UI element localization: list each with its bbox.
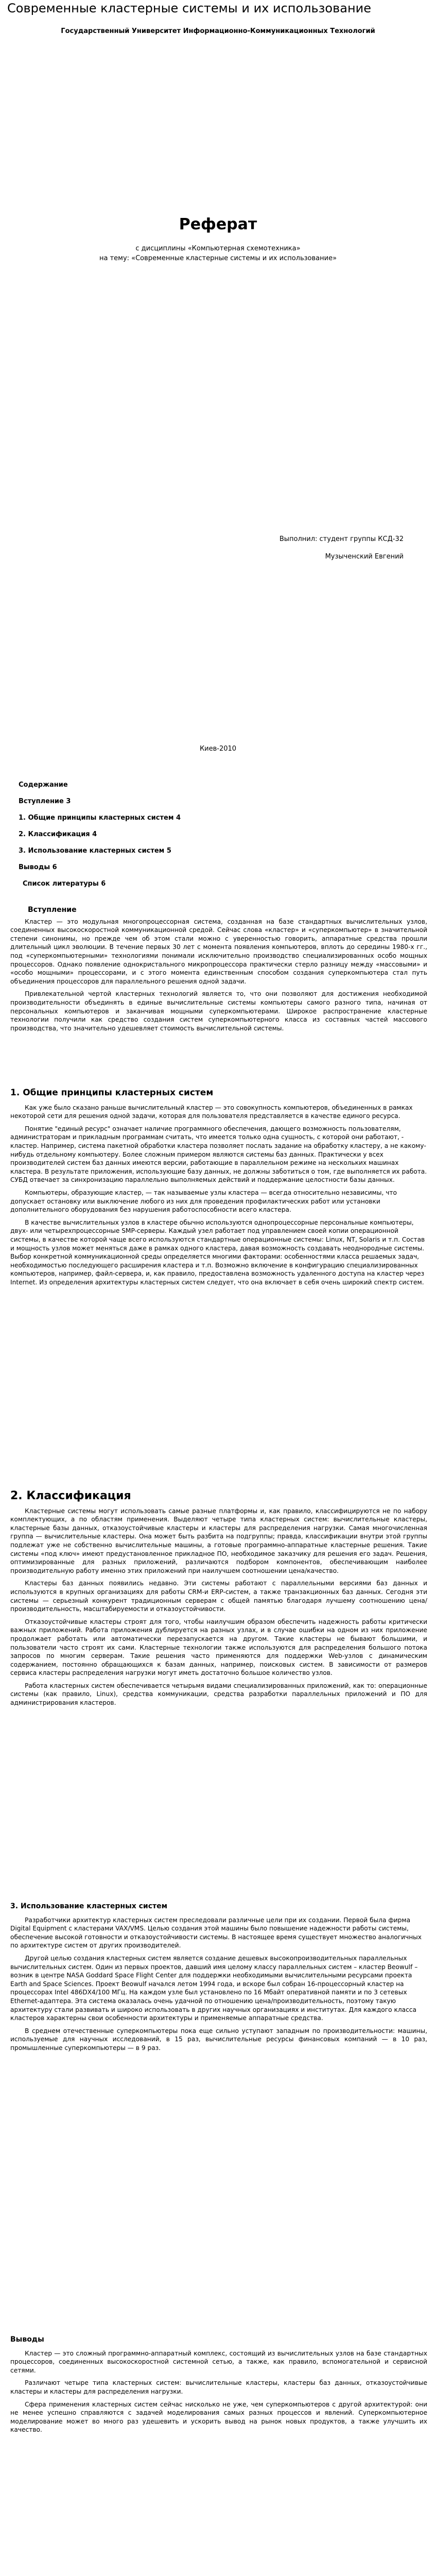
paragraph: Кластеры баз данных появились недавно. Эти системы работают с параллельными версиями баз данных и используются в крупных организациях для работы CRM-и ERP-систем, а также транзакционных баз данных. Сегодня эти системы — серьезный конкурент традиционным серверам с общей памятью благодаря лучшему соотношению цена/производительность, масштабируемости и отказоустойчивости.: [10, 1580, 427, 1613]
section-2: [10, 1490, 427, 1711]
paragraph: Сфера применения кластерных систем сейчас нисколько не уже, чем суперкомпьютеров с другой архитектурой: они не менее успешно справляются с задачей моделирования самых разных процессов и явлений. Суперкомпьютерное моделирование может во много раз удешевить и ускорить вывод на рынок новых продуктов, а также улучшить их качество.: [10, 2400, 427, 2434]
intro-section: [10, 906, 427, 1037]
paragraph: Кластерные системы могут использовать самые разные платформы и, как правило, классифицируются не по набору комплектующих, а по областям применения. Выделяют четыре типа кластерных систем: вычислительные кластеры, кластерные базы данных, отказоустойчивые кластеры и кластеры для распределения нагрузки. Самая многочисленная группа — вычислительные кластеры. Она может быть разбита на подгруппы; правда, классификации внутри этой группы подлежат уже не собственно вычислительные машины, а готовые программно-аппаратные кластерные решения. Такие системы «под ключ» имеют предустановленное прикладное ПО, необходимое заказчику для решения его задач. Решения, оптимизированные для разных приложений, различаются подбором компонентов, обеспечивающим наиболее производительную работу именно этих приложений при наилучшем соотношении цена/качество.: [10, 1507, 427, 1574]
paragraph: Другой целью создания кластерных систем является создание дешевых высокопроизводительных параллельных вычислительных систем. Один из первых проектов, давший имя целому классу параллельных систем – кластер Beowulf – возник в центре NASA Goddard Space Flight Center для поддержки необходимыми вычислительными ресурсами проекта Earth and Space Sciences. Проект Beowulf начался летом 1994 года, и вскоре был собран 16-процессорный кластер на процессорах Intel 486DX4/100 МГц. На каждом узле был установлено по 16 Мбайт оперативной памяти и по 3 сетевых Ethernet-адаптера. Эта система оказалась очень удачной по отношению цена/производительность, поэтому такую архитектуру стали развивать и широко использовать в других научных организациях и институтах. Для каждого класса кластеров характерны свои особенности архитектуры и применяемые аппаратные средства.: [10, 1954, 418, 2022]
paragraph: Привлекательной чертой кластерных технологий является то, что они позволяют для достижения необходимой производительности объединять в единые вычислительные системы компьютеры самого разного типа, начиная от персональных компьютеров и заканчивая мощными суперкомпьютерами. Широкое распространение кластерные технологии получили как средство создания систем суперкомпьютерного класса из составных частей массового производства, что значительно удешевляет стоимость вычислительной системы.: [10, 990, 427, 1032]
paragraph: Кластер — это модульная многопроцессорная система, созданная на базе стандартных вычислительных узлов, соединенных высокоскоростной коммуникационной средой. Сейчас слова «кластер» и «суперкомпьютер» в значительной степени синонимы, но прежде чем об этом стали можно с уверенностью говорить, аппаратные средства прошли длительный цикл эволюции. В течение первых 30 лет с момента появления компьютеров, вплоть до середины 1980-х гг., под «суперкомпьютерными» технологиями понимали исключительно производство специализированных особо мощных процессоров. Однако появление однокристального микропроцессора практически стерло разницу между «массовыми» и «особо мощными» процессорами, и с этого момента единственным способом создания суперкомпьютера стал путь объединения процессоров для параллельного решения одной задачи.: [10, 918, 427, 985]
conclusions-section: [10, 2331, 427, 2438]
title-block: [0, 215, 436, 263]
paragraph: Разработчики архитектур кластерных систем преследовали различные цели при их создании. Первой была фирма Digital Equipment с кластерами VAX/VMS. Целью создания этой машины было повышение надежности работы системы, обеспечение высокой готовности и отказоустойчивости системы. В настоящее время существует множество аналогичных по архитектуре систем от других производителей.: [10, 1916, 422, 1950]
paragraph: Понятие "единый ресурс" означает наличие программного обеспечения, дающего возможность пользователям, администраторам и прикладным программам считать, что имеется только одна сущность, с которой они работают, - кластер. Например, система пакетной обработки кластера позволяет послать задание на обработку кластеру, а не какому-нибудь отдельному компьютеру. Более сложным примером являются системы баз данных. Практически у всех производителей систем баз данных имеются версии, работающие в параллельном режиме на нескольких машинах кластера. В результате приложения, использующие базу данных, не должны заботиться о том, где выполняется их работа. СУБД отвечает за синхронизацию параллельно выполняемых действий и поддержание целостности базы данных.: [10, 1125, 427, 1184]
paragraph: Кластер — это сложный программно-аппаратный комплекс, состоящий из вычислительных узлов на базе стандартных процессоров, соединенных высокоскоростной системной сетью, а также, как правило, вспомогательной и сервисной сетями.: [10, 2349, 427, 2374]
discipline-line: с дисциплины «Компьютерная схемотехника»: [135, 245, 301, 252]
section-heading: 3. Использование кластерных систем: [10, 1902, 168, 1910]
referat-heading: Реферат: [179, 215, 257, 233]
paragraph: Как уже было сказано раньше вычислительный кластер — это совокупность компьютеров, объединенных в рамках некоторой сети для решения одной задачи, которая для пользователя представляется в качестве единого ресурса.: [10, 1104, 413, 1120]
intro-heading: Вступление: [28, 906, 77, 914]
section-1: [10, 1083, 427, 1291]
paragraph: Компьютеры, образующие кластер, — так называемые узлы кластера — всегда относительно независимы, что допускает остановку или выключение любого из них для проведения профилактических работ или установки дополнительного оборудования без нарушения работоспособности всего кластера.: [10, 1189, 397, 1214]
toc-item: 3. Использование кластерных систем 5: [19, 847, 171, 855]
student-group: Выполнил: студент группы КСД-32: [279, 535, 404, 543]
section-heading: Выводы: [10, 2335, 44, 2344]
table-of-contents: [19, 777, 181, 892]
city-year: Киев-2010: [199, 745, 237, 753]
toc-item: Список литературы 6: [23, 880, 106, 888]
paragraph: Работа кластерных систем обеспечивается четырьмя видами специализированных приложений, как то: операционные системы (как правило, Linux), средства коммуникации, средства разработки параллельных приложений и ПО для администрирования кластеров.: [10, 1682, 427, 1707]
page-title: Современные кластерные системы и их использование: [7, 1, 372, 15]
paragraph: Различают четыре типа кластерных систем: вычислительные кластеры, кластеры баз данных, отказоустойчивые кластеры и кластеры для распределения нагрузки.: [10, 2379, 427, 2395]
section-3: [10, 1898, 427, 2057]
student-info: [280, 531, 404, 566]
section-heading: 1. Общие принципы кластерных систем: [10, 1088, 214, 1098]
paragraph: В среднем отечественные суперкомпьютеры пока еще сильно уступают западным по производительности: машины, используемые для научных исследований, в 15 раз, вычислительные ресурсы финансовых компаний — в 10 раз, промышленные суперкомпьютеры — в 9 раз.: [10, 2027, 427, 2052]
toc-item: 1. Общие принципы кластерных систем 4: [19, 814, 181, 822]
university-name: Государственный Университет Информационно-Коммуникационных Технологий: [61, 27, 375, 35]
paragraph: Отказоустойчивые кластеры строят для того, чтобы наилучшим образом обеспечить надежность работы критически важных приложений. Работа приложения дублируется на разных узлах, и в случае ошибки на одном из них приложение продолжает работать или автоматически перезапускается на другом. Такие кластеры не бывают большими, и пользователи часто строят их сами. Кластерные технологии также используются для распределения большого потока запросов по многим серверам. Такие решения часто применяются для поддержки Web-узлов с динамическим содержанием, постоянно обращающихся к базам данных, например, поисковых систем. В зависимости от размеров сервиса кластеры распределения нагрузки могут иметь достаточно большое количество узлов.: [10, 1618, 427, 1677]
toc-item: Вступление 3: [19, 798, 71, 805]
topic-line: на тему: «Современные кластерные системы и их использование»: [99, 255, 337, 262]
toc-title: Содержание: [19, 781, 68, 789]
toc-item: 2. Классификация 4: [19, 831, 97, 838]
paragraph: В качестве вычислительных узлов в кластере обычно используются однопроцессорные персональные компьютеры, двух- или четырехпроцессорные SMP-серверы. Каждый узел работает под управлением своей копии операционной системы, в качестве которой чаще всего используются стандартные операционные системы: Linux, NT, Solaris и т.п. Состав и мощность узлов может меняться даже в рамках одного кластера, давая возможность создавать неоднородные системы. Выбор конкретной коммуникационной среды определяется многими факторами: особенностями класса решаемых задач, необходимостью последующего расширения кластера и т.п. Возможно включение в конфигурацию специализированных компьютеров, например, файл-сервера, и, как правило, предоставлена возможность удаленного доступа на кластер через Internet. Из определения архитектуры кластерных систем следует, что она включает в себя очень широкий спектр систем.: [10, 1218, 425, 1286]
toc-item: Выводы 6: [19, 863, 57, 871]
student-name: Музыченский Евгений: [325, 553, 404, 561]
section-heading: 2. Классификация: [10, 1489, 131, 1502]
